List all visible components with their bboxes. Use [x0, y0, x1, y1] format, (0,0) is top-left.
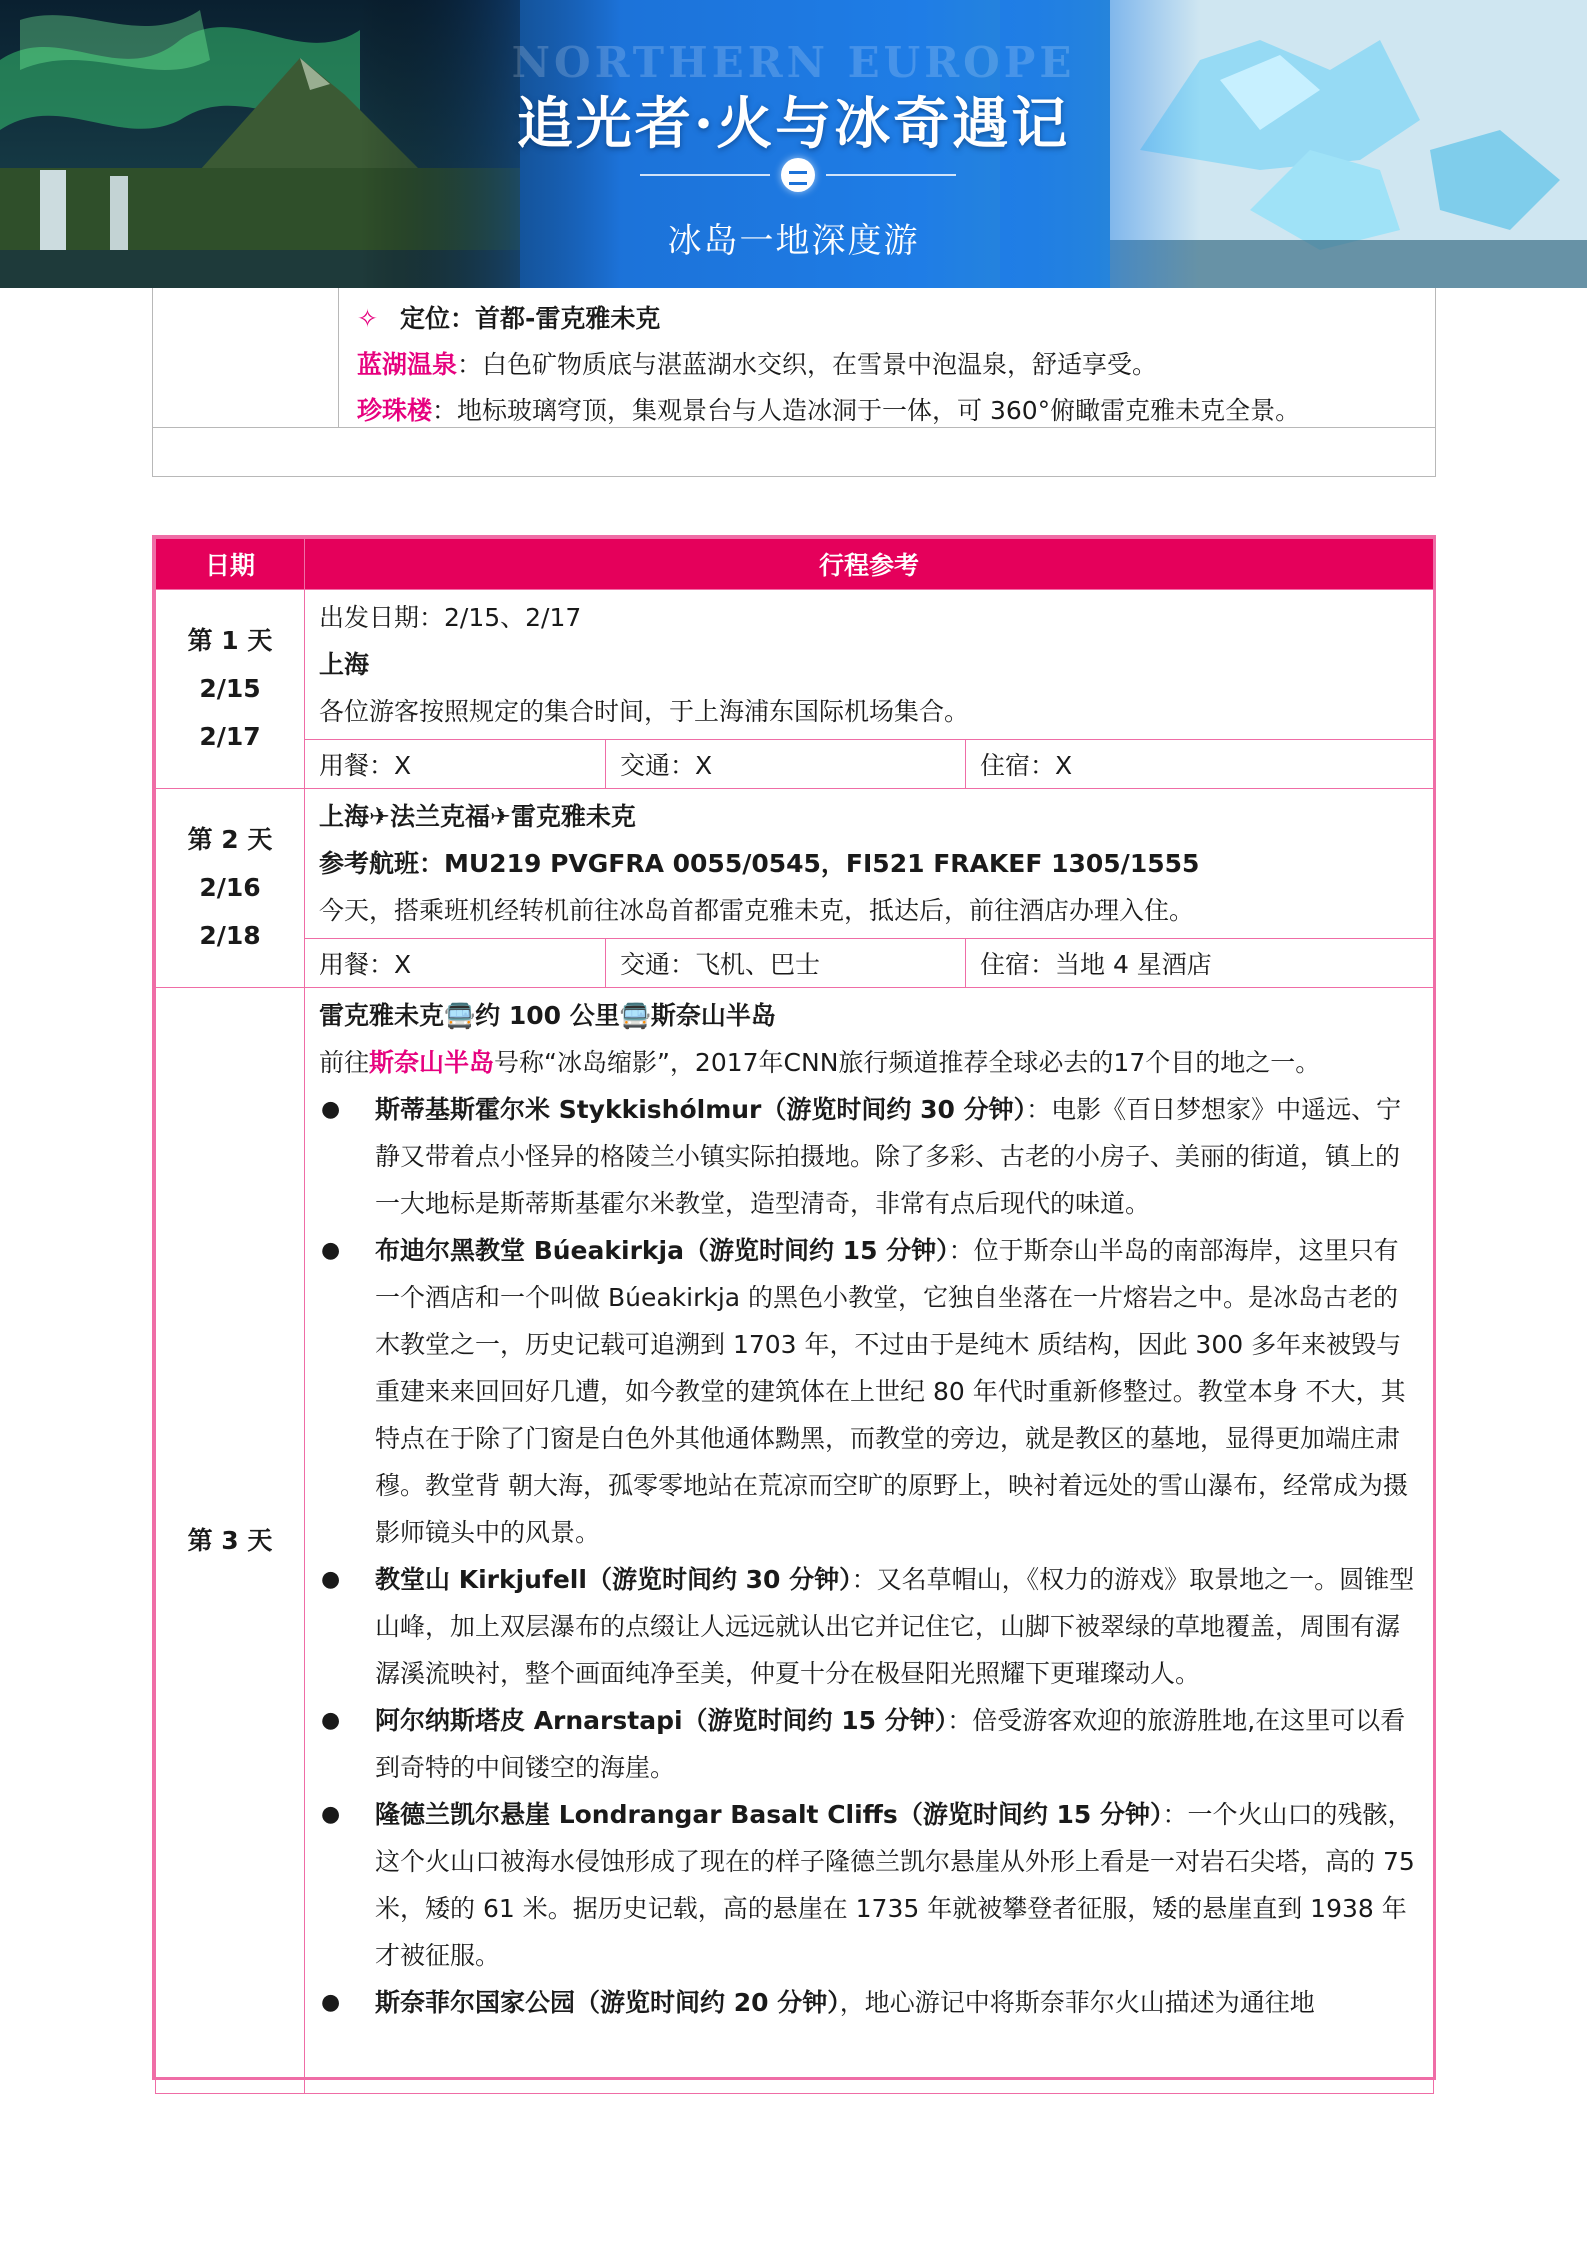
attraction-line — [357, 342, 1427, 388]
table-row — [156, 789, 1434, 939]
attraction-desc: ：地标玻璃穹顶，集观景台与人造冰洞于一体，可 360°俯瞰雷克雅未克全景。 — [432, 396, 1301, 425]
spot-title: 教堂山 Kirkjufell（游览时间约 30 分钟） — [375, 1565, 852, 1594]
day-date: 2/17 — [199, 722, 261, 751]
intro-text: 号称“冰岛缩影”，2017年CNN旅行频道推荐全球必去的17个目的地之一。 — [494, 1048, 1321, 1077]
route-destination: 斯奈山半岛 — [650, 1001, 776, 1030]
destination-summary — [357, 296, 1427, 434]
route-title: 上海✈法兰克福✈雷克雅未克 — [319, 802, 636, 831]
day-date: 2/16 — [199, 873, 261, 902]
banner-background-text: NORTHERN EUROPE — [511, 38, 1076, 87]
banner-title: 追光者·火与冰奇遇记 — [516, 91, 1071, 157]
intro-highlight: 斯奈山半岛 — [369, 1048, 495, 1077]
list-item — [319, 1086, 1423, 1227]
list-item — [319, 1979, 1423, 2026]
transport-cell: 交通：X — [606, 740, 966, 789]
table-row — [156, 988, 1434, 2094]
spot-text: ，地心游记中将斯奈菲尔火山描述为通往地 — [839, 1988, 1315, 2017]
spot-text: ：又名草帽山，《权力的游戏》取景地之一。圆锥型山峰，加上双层瀑布的点缀让人远远就认出它并记住它，山脚下被翠绿的草地覆盖，周围有潺潺溪流映衬，整个画面纯净至美，仲夏十分在极昼阳光照耀下更璀璨动人。 — [375, 1565, 1415, 1688]
list-item — [319, 1697, 1423, 1791]
header-banner — [0, 0, 1587, 288]
day-label: 第 1 天 — [187, 626, 273, 655]
attraction-desc: ：白色矿物质底与湛蓝湖水交织，在雪景中泡温泉，舒适享受。 — [457, 350, 1158, 379]
departure-dates: 出发日期：2/15、2/17 — [319, 603, 582, 632]
day-label: 第 3 天 — [187, 1525, 273, 1555]
table-row — [156, 740, 1434, 789]
table-divider — [338, 288, 339, 427]
list-item — [319, 1556, 1423, 1697]
spot-title: 阿尔纳斯塔皮 Arnarstapi（游览时间约 15 分钟） — [375, 1706, 948, 1735]
list-item — [319, 1227, 1423, 1556]
spot-text: ：位于斯奈山半岛的南部海岸，这里只有一个酒店和一个叫做 Búeakirkja 的黑色小教堂，它独自坐落在一片熔岩之中。是冰岛古老的木教堂之一，历史记载可追溯到 1703 年，不过由于是纯木 质结构，因此 300 多年来被毁与重建来来回回好几遭，如今教堂的建筑体在上世纪 80 年代时重新修整过。教堂本身 不大，其特点在于除了门窗是白色外其他通体黝黑，而教堂的旁边，就是教区的墓地，显得更加端庄肃穆。教堂背 朝大海，孤零零地站在荒凉而空旷的原野上，映衬着远处的雪山瀑布，经常成为摄影师镜头中的风景。 — [375, 1236, 1408, 1547]
day-intro — [319, 1039, 1423, 1086]
day-cell — [156, 590, 305, 789]
day-date: 2/18 — [199, 921, 261, 950]
spot-title: 斯蒂基斯霍尔米 Stykkishólmur（游览时间约 30 分钟） — [375, 1095, 1027, 1124]
itinerary-table — [152, 535, 1436, 2080]
location-line — [357, 296, 1427, 342]
table-row — [156, 939, 1434, 988]
route-origin: 雷克雅未克 — [319, 1001, 445, 1030]
transport-cell: 交通：飞机、巴士 — [606, 939, 966, 988]
day-content — [305, 590, 1434, 740]
column-header-date: 日期 — [156, 539, 305, 590]
banner-subtitle: 冰岛一地深度游 — [667, 221, 920, 261]
route-title: 上海 — [319, 650, 370, 679]
route-title — [319, 992, 1423, 1039]
spot-text: ：倍受游客欢迎的旅游胜地,在这里可以看到奇特的中间镂空的海崖。 — [375, 1706, 1406, 1782]
spot-title: 布迪尔黑教堂 Búeakirkja（游览时间约 15 分钟） — [375, 1236, 949, 1265]
attraction-line — [357, 388, 1427, 434]
meals-cell: 用餐：X — [305, 740, 606, 789]
meals-cell: 用餐：X — [305, 939, 606, 988]
title-divider-left — [640, 174, 770, 176]
bus-icon: 🚍 — [619, 1001, 651, 1030]
spot-text: ：电影《百日梦想家》中遥远、宁静又带着点小怪异的格陵兰小镇实际拍摄地。除了多彩、古老的小房子、美丽的街道，镇上的一大地标是斯蒂斯基霍尔米教堂，造型清奇，非常有点后现代的味道。 — [375, 1095, 1402, 1218]
sparkle-icon: ✧ — [357, 304, 378, 333]
hotel-cell: 住宿：X — [966, 740, 1434, 789]
day-cell — [156, 988, 305, 2094]
brand-logo-icon — [781, 158, 815, 192]
day-content — [305, 988, 1434, 2094]
location-label: 定位：首都-雷克雅未克 — [399, 304, 661, 333]
spot-title: 隆德兰凯尔悬崖 Londrangar Basalt Cliffs（游览时间约 15 分钟） — [375, 1800, 1163, 1829]
day-date: 2/15 — [199, 674, 261, 703]
day-content — [305, 789, 1434, 939]
intro-text: 前往 — [319, 1048, 370, 1077]
day-label: 第 2 天 — [187, 825, 273, 854]
list-item — [319, 1791, 1423, 1979]
attraction-name: 珍珠楼 — [357, 396, 433, 425]
column-header-plan: 行程参考 — [305, 539, 1434, 590]
route-distance: 约 100 公里 — [475, 1001, 620, 1030]
hotel-cell: 住宿：当地 4 星酒店 — [966, 939, 1434, 988]
day-description: 今天，搭乘班机经转机前往冰岛首都雷克雅未克，抵达后，前往酒店办理入住。 — [319, 896, 1195, 925]
table-row — [156, 590, 1434, 740]
day-cell — [156, 789, 305, 988]
spot-text: ：一个火山口的残骸，这个火山口被海水侵蚀形成了现在的样子隆德兰凯尔悬崖从外形上看是一对岩石尖塔，高的 75 米，矮的 61 米。据历史记载，高的悬崖在 1735 年就被攀登者征服，矮的悬崖直到 1938 年才被征服。 — [375, 1800, 1415, 1970]
spot-title: 斯奈菲尔国家公园（游览时间约 20 分钟） — [375, 1988, 840, 2017]
attraction-list — [319, 1086, 1423, 2026]
flight-info: 参考航班：MU219 PVGFRA 0055/0545，FI521 FRAKEF 1305/1555 — [319, 849, 1200, 878]
title-divider-right — [826, 174, 956, 176]
bus-icon: 🚍 — [444, 1001, 476, 1030]
day-description: 各位游客按照规定的集合时间，于上海浦东国际机场集合。 — [319, 697, 970, 726]
previous-table-fragment — [152, 288, 1436, 477]
attraction-name: 蓝湖温泉 — [357, 350, 458, 379]
